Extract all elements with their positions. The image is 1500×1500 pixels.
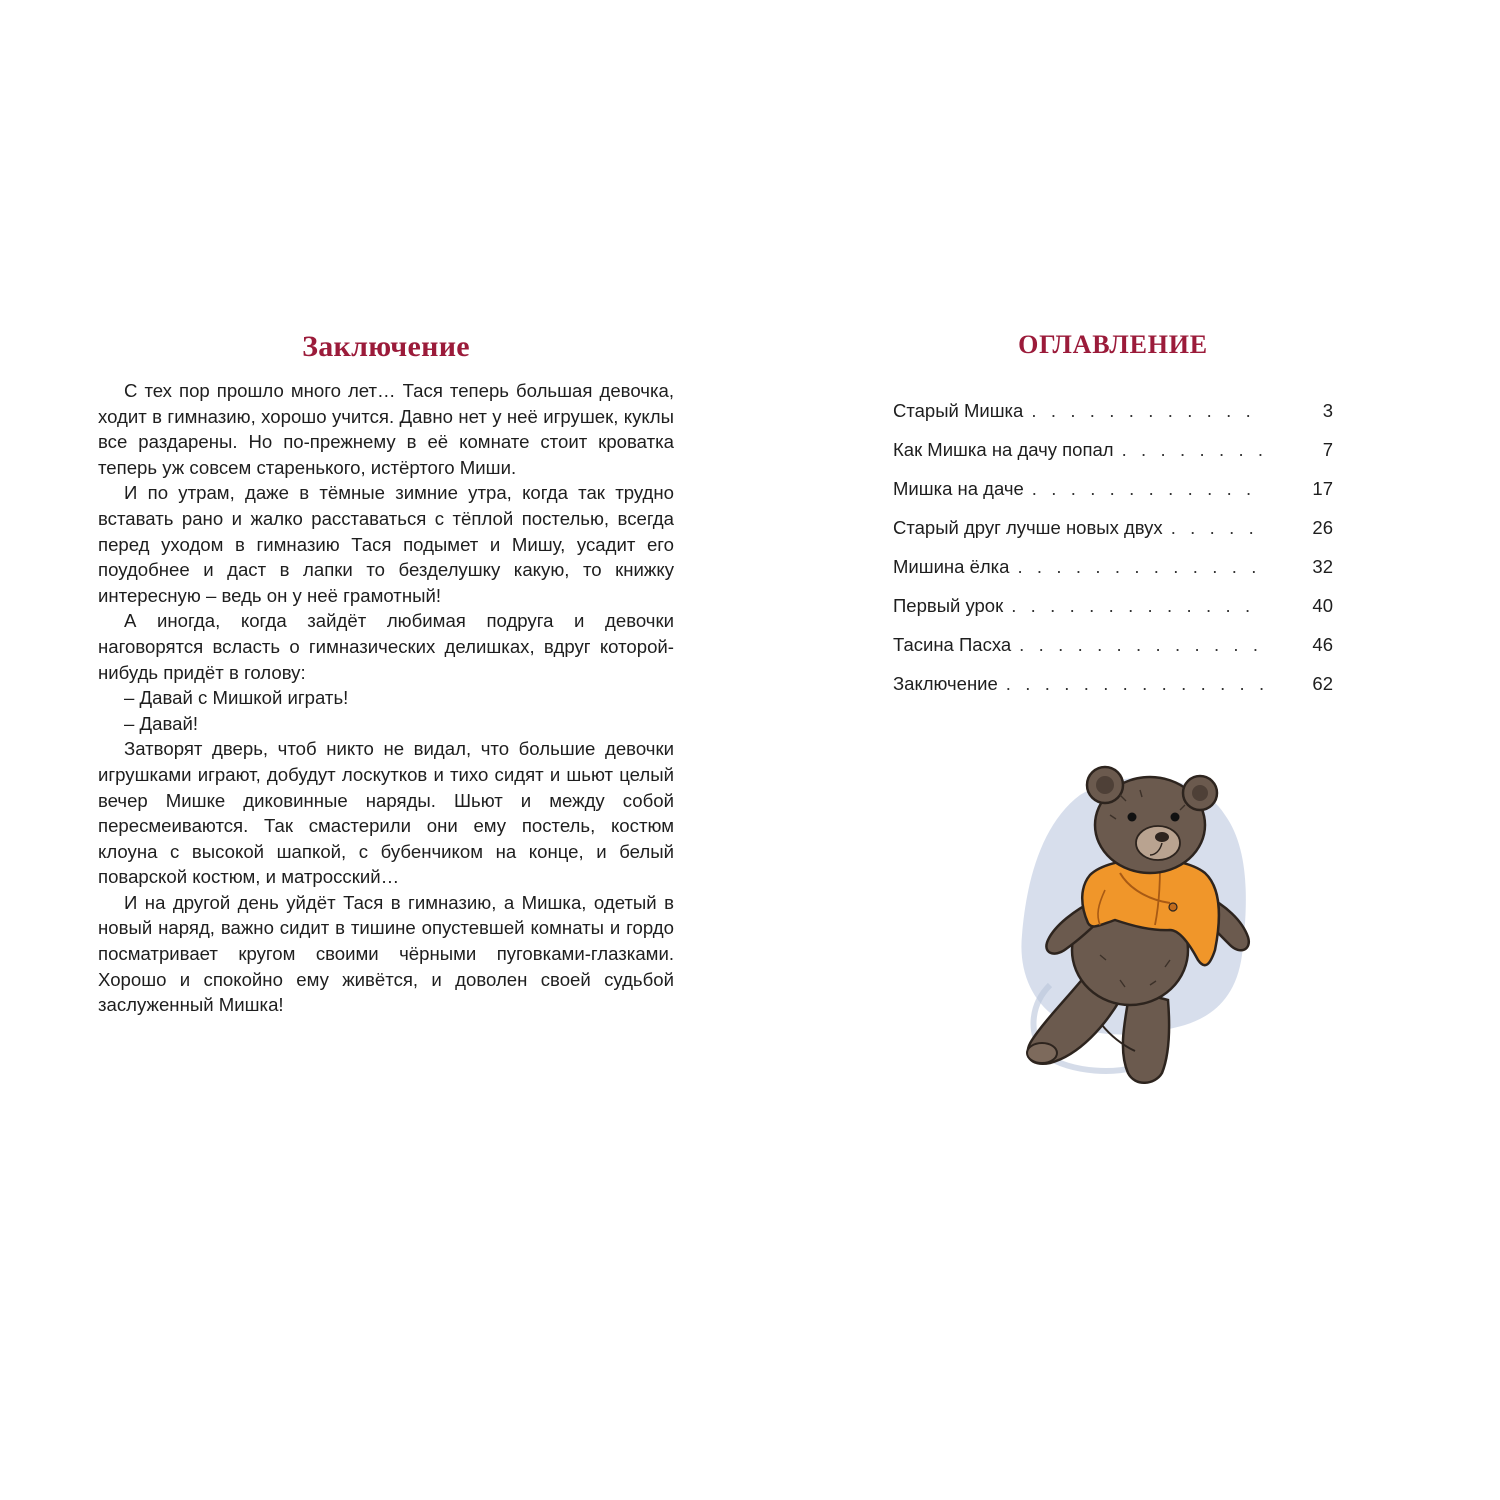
dialogue-line: – Давай с Мишкой играть! [124,687,349,709]
toc-entry-page: 32 [1312,556,1333,577]
paragraph: А иногда, когда зайдёт любимая подруга и девочки наговорятся всласть о гимназических делишках, вдруг которой-нибудь придёт в голову: [98,610,674,683]
toc-entry-title: Заключение [893,673,998,694]
toc-entry[interactable] [893,634,1333,673]
toc-entry[interactable] [893,556,1333,595]
toc-leader-dots [1017,556,1263,578]
toc-entry-page: 40 [1312,595,1333,616]
bear-muzzle [1136,826,1180,860]
toc-entry[interactable] [893,439,1333,478]
right-page [893,330,1333,712]
toc-entry-page: 62 [1312,673,1333,694]
toc-leader-dots [1032,478,1263,500]
dialogue-line: – Давай! [124,712,199,734]
story-text [98,378,674,1018]
paragraph: И на другой день уйдёт Тася в гимназию, а Мишка, одетый в новый наряд, важно сидит в тишине опустевшей комнаты и гордо посматривает кругом своими чёрными пуговками-глазками. Хорошо и спокойно ему живётся, и доволен своей судьбой заслуженный Мишка! [98,891,674,1016]
toc-entry-page: 3 [1322,400,1333,421]
paragraph: С тех пор прошло много лет… Тася теперь большая девочка, ходит в гимназию, хорошо учится. Давно нет у неё игрушек, куклы все раздарены. Но по-прежнему в её комнате стоит кроватка теперь уж совсем старенького, истёртого Миши. [98,380,674,478]
chapter-title: Заключение [302,330,470,363]
toc-entry[interactable] [893,517,1333,556]
toc-entry-title: Первый урок [893,595,1004,616]
toc-entry-title: Старый друг лучше новых двух [893,517,1163,538]
left-page [98,330,674,1018]
paragraph: И по утрам, даже в тёмные зимние утра, когда так трудно вставать рано и жалко расставаться с тёплой постелью, всегда перед уходом в гимназию Тася подымет и Мишу, усадит его поудобнее и даст в лапки то безделушку какую, то книжку интересную – ведь он у неё грамотный! [98,482,674,606]
toc-entry-page: 46 [1312,634,1333,655]
teddy-bear-illustration [1010,755,1270,1090]
toc-entry[interactable] [893,673,1333,712]
toc-leader-dots [1171,517,1263,539]
toc-entry-page: 26 [1312,517,1333,538]
toc-entry-title: Как Мишка на дачу попал [893,439,1114,460]
toc-leader-dots [1031,400,1263,422]
toc-leader-dots [1019,634,1263,656]
toc-entry-page: 7 [1322,439,1333,460]
toc-title: ОГЛАВЛЕНИЕ [1018,330,1208,359]
toc-leader-dots [1122,439,1263,461]
bear-eye [1171,813,1180,822]
toc-entry[interactable] [893,400,1333,439]
paragraph: Затворят дверь, чтоб никто не видал, что большие девочки игрушками играют, добудут лоскутков и тихо сидят и шьют целый вечер Мишке диковинные наряды. Шьют и между собой пересмеиваются. Так смастерили они ему постель, костюм клоуна с высокой шапкой, с бубенчиком на конце, и белый поварской костюм, и матросский… [98,738,674,888]
toc-entry-title: Старый Мишка [893,400,1024,421]
bear-eye [1128,813,1137,822]
toc-leader-dots [1006,673,1263,695]
toc-entry-page: 17 [1312,478,1333,499]
toc-entry-title: Тасина Пасха [893,634,1012,655]
toc-entry[interactable] [893,595,1333,634]
toc-entry-title: Мишка на даче [893,478,1024,499]
table-of-contents [893,400,1333,712]
toc-entry-title: Мишина ёлка [893,556,1010,577]
toc-leader-dots [1011,595,1263,617]
toc-entry[interactable] [893,478,1333,517]
